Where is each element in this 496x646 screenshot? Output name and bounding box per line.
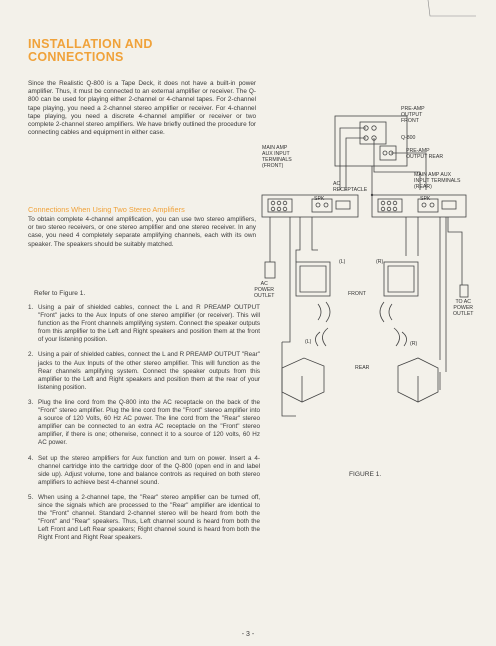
label-spk-left: SPK: [314, 196, 325, 202]
step-text: Set up the stereo amplifiers for Aux function and turn on power. Insert a 4-channel cartridge into the cartridge door of the Q-800 (open end in and label side up). Adjust volume, tone and balance controls as required on both stereo amplifiers to achieve best 4-channel sound.: [38, 454, 260, 486]
title-line-1: INSTALLATION AND: [28, 37, 153, 51]
step-number: 3.: [28, 398, 34, 406]
label-preamp-rear: PRE-AMP OUTPUT REAR: [406, 148, 444, 160]
step-text: Plug the line cord from the Q-800 into the AC receptacle on the back of the "Front" stereo amplifier. Plug the line cord from the "Front" stereo amplifier into a source of 120 Volts, 60 Hz AC power. The line cord from the "Rear" stereo amplifier can be connected to an extra AC receptacle on the "Front" stereo amplifier, if there is one; otherwise, connect it to a source of 120 volts, 60 Hz AC power.: [38, 398, 260, 447]
label-rear-left: (L): [305, 339, 312, 345]
label-ac-receptacle: AC RECEPTACLE: [333, 181, 368, 193]
label-q800: Q-800: [401, 135, 416, 141]
label-rear-right: (R): [410, 341, 418, 347]
step-number: 1.: [28, 304, 34, 311]
rear-amplifier: [372, 195, 466, 217]
q800-jack-panel: [360, 122, 386, 144]
label-front-left: (L): [339, 259, 346, 265]
front-left-speaker: [296, 262, 330, 296]
step-text: Using a pair of shielded cables, connect the L and R PREAMP OUTPUT "Rear" jacks to the Aux Inputs of the other stereo amplifier. This will function as the Rear channels amplifying system. Connect the speaker outputs from this amplifier to the Left and Right speakers and position them at the rear of your listening position.: [38, 351, 260, 391]
label-preamp-front: PRE-AMP OUTPUT FRONT: [401, 106, 425, 124]
step-number: 4.: [28, 454, 34, 462]
front-right-speaker: [384, 262, 418, 296]
section-heading: Connections When Using Two Stereo Amplifiers: [28, 205, 185, 214]
title-line-2: CONNECTIONS: [28, 50, 124, 64]
rear-left-speaker: [282, 358, 324, 402]
label-main-amp-rear: MAIN AMP AUX INPUT TERMINALS (REAR): [414, 172, 461, 190]
front-amplifier: [262, 195, 358, 217]
step-text: Using a pair of shielded cables, connect the L and R PREAMP OUTPUT "Front" jacks to the Aux Inputs of one stereo amplifier (or receiver). This will function as the Front channels amplifying system. Connect the speaker outputs from this amplifier to the Left and Right speakers and position them at the front of your listening position.: [38, 304, 260, 344]
step-number: 2.: [28, 351, 34, 359]
label-main-amp-front: MAIN AMP AUX INPUT TERMINALS (FRONT): [262, 145, 292, 169]
ac-plug-right: [460, 285, 468, 297]
label-spk-right: SPK: [420, 196, 431, 202]
label-front: FRONT: [348, 291, 366, 297]
step-number: 5.: [28, 493, 34, 501]
intro-paragraph: Since the Realistic Q-800 is a Tape Deck, it does not have a built-in power amplifier. Thus, it must be connected to an external amplifier or receiver. The Q-800 can be used for playing either 2-channel or 4-channel tapes. For 2-channel tape playing, you need a 2-channel stereo amplifier or receiver. For 4-channel tape playing, you need a discrete 4-channel amplifier or receiver or two complete 2-channel stereo amplifiers. We have briefly outlined the procedure for connecting cables and equipment in either case.: [28, 80, 256, 137]
label-ac-outlet-left: AC POWER OUTLET: [254, 281, 275, 299]
step-text: When using a 2-channel tape, the "Rear" stereo amplifier can be turned off, since the signals which are processed to the "Rear" amplifier are identical to the "Front" channel. Standard 2-channel stereo will be heard from both the "Front" and "Rear" speakers. Thus, Left channel sound is heard from both the Left Front and Left Rear speakers; Right channel sound is heard from both the Right Front and Right Rear speakers.: [38, 493, 260, 542]
section-paragraph: To obtain complete 4-channel amplification, you can use two stereo amplifiers, or two stereo receivers, or one stereo amplifier and one stereo receiver. In any case, you need 4 completely separate amplifying channels, each with its own speaker. The speakers should be suitably matched.: [28, 216, 256, 248]
label-rear: REAR: [355, 365, 370, 371]
figure-caption: FIGURE 1.: [349, 471, 382, 478]
label-front-right: (R): [376, 259, 384, 265]
ac-outlet-left: [265, 262, 275, 278]
figure-reference: Refer to Figure 1.: [34, 290, 86, 297]
page-number: - 3 -: [241, 631, 255, 638]
label-ac-outlet-right: TO AC POWER OUTLET: [453, 299, 474, 317]
